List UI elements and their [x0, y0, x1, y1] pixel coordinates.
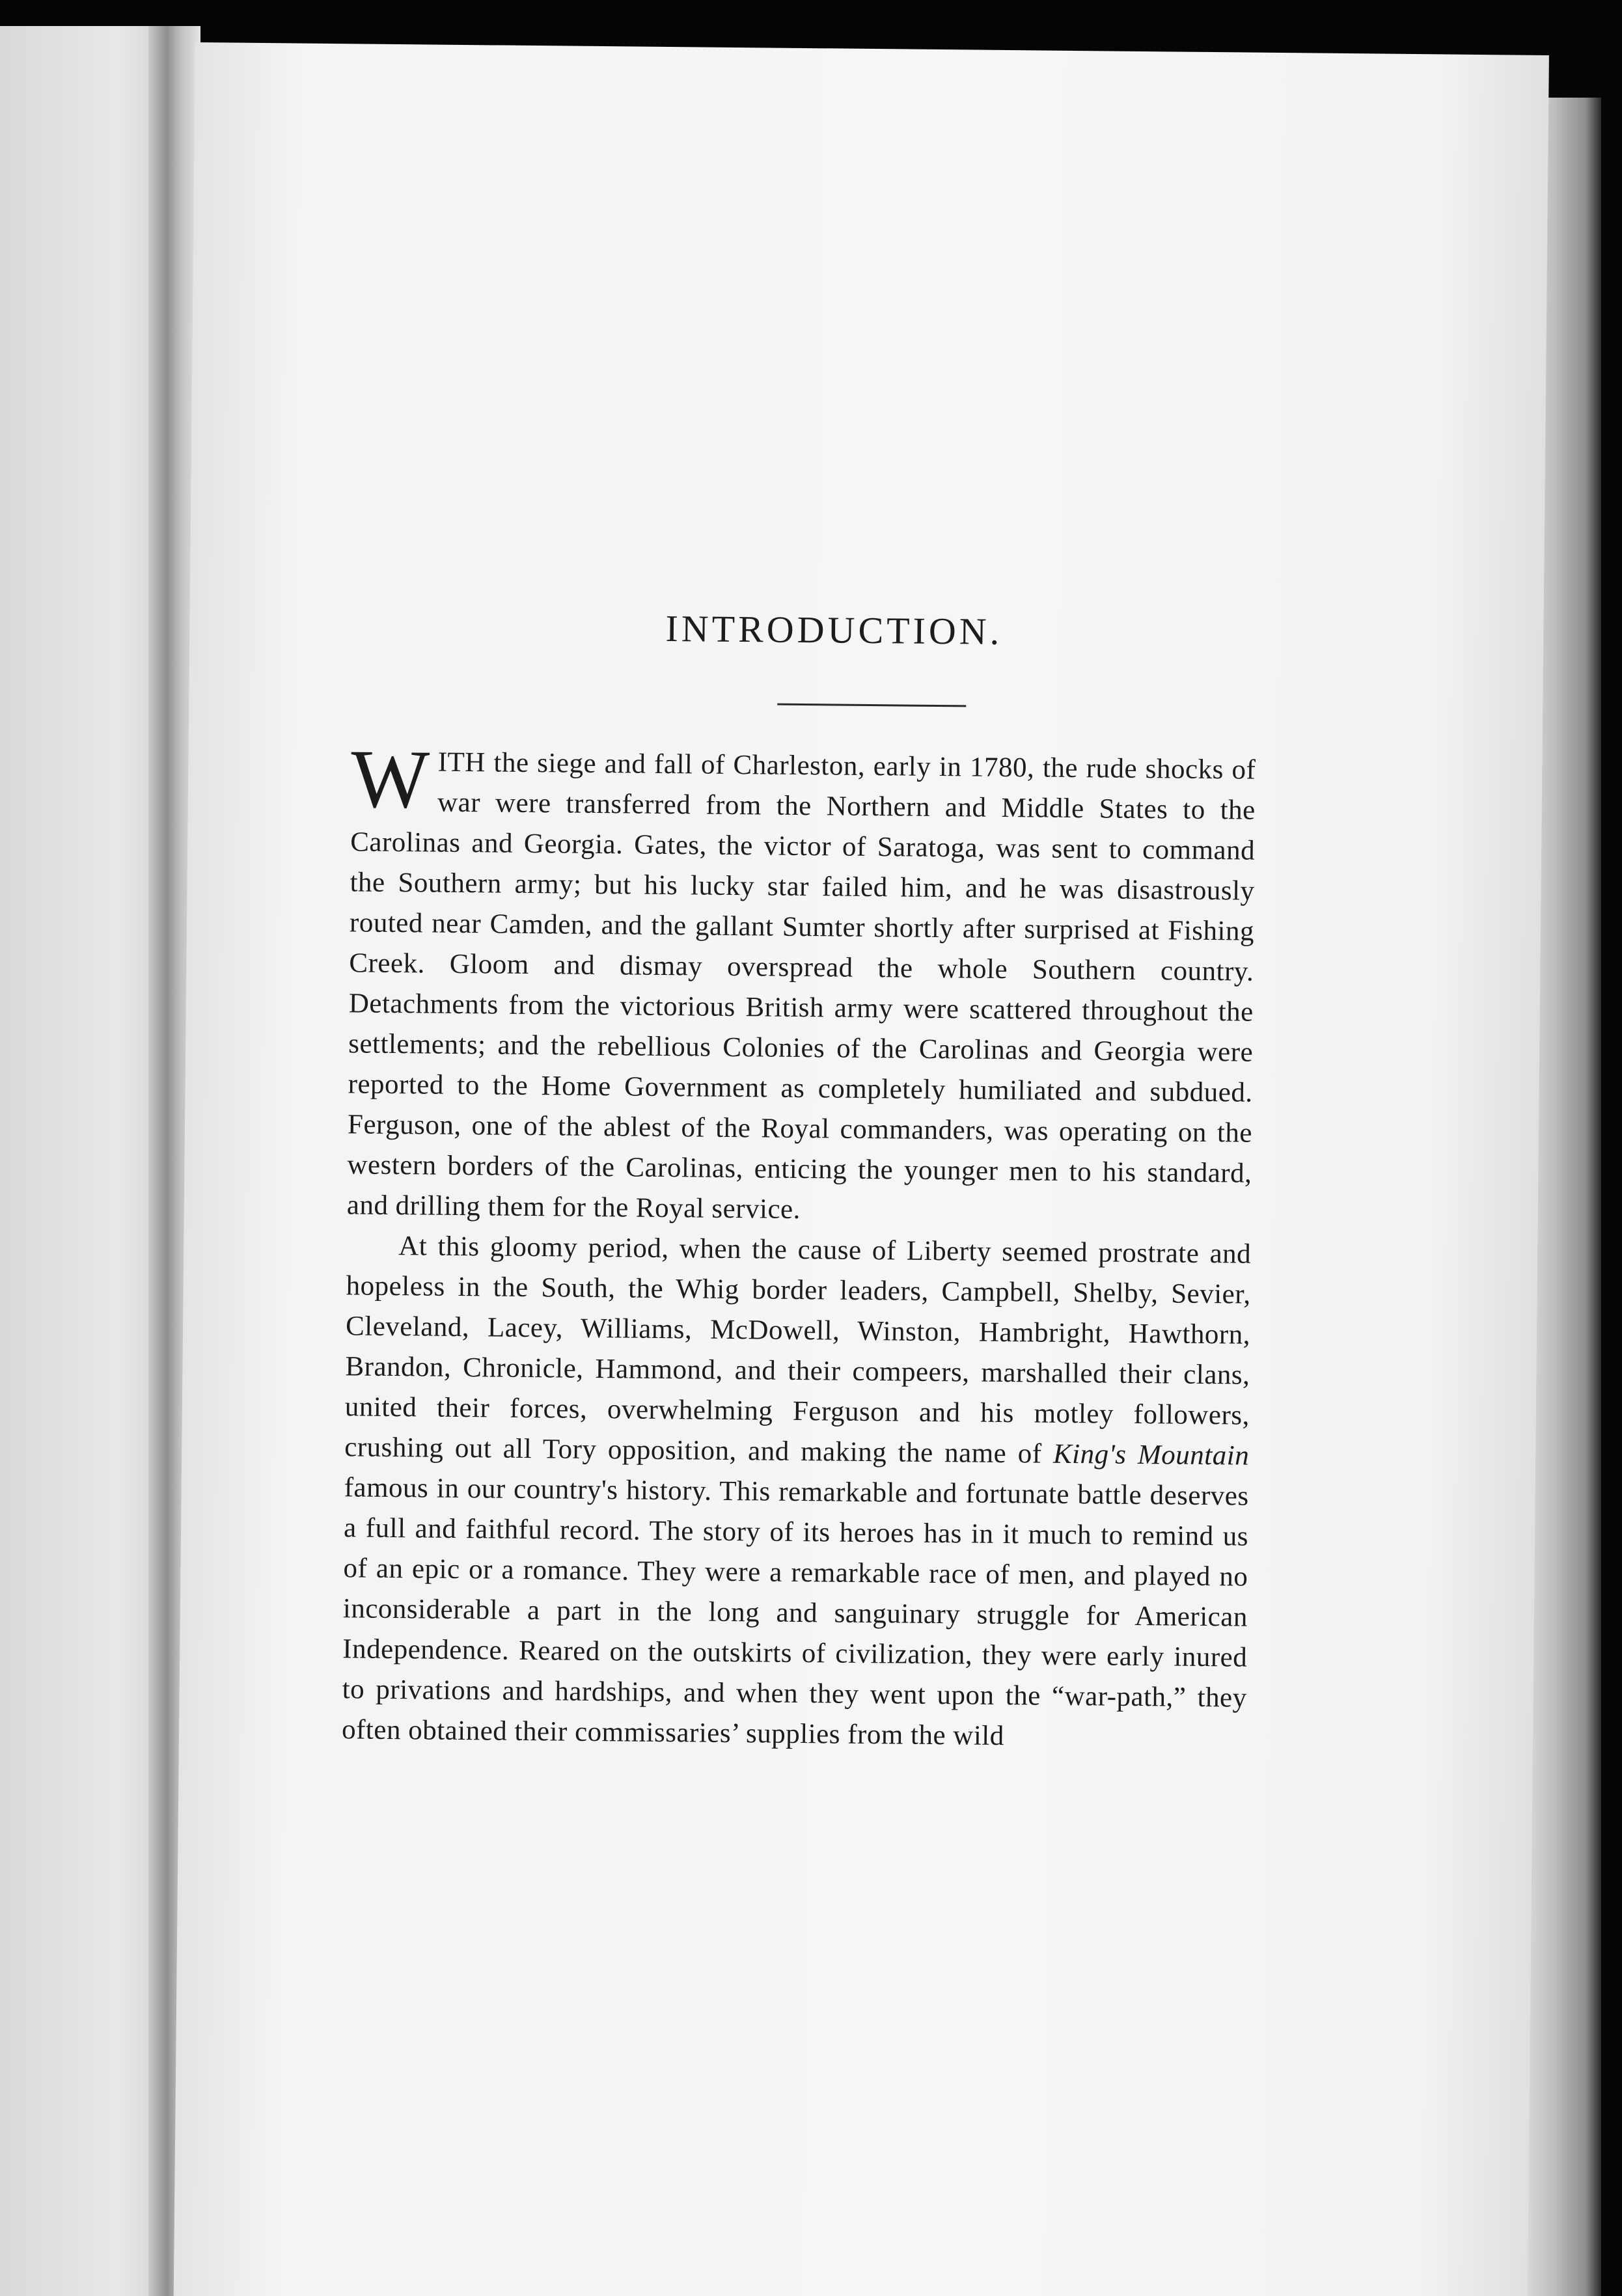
paragraph-1	[346, 732, 1256, 1234]
paragraph-2-italic: King's Mountain	[1052, 1438, 1250, 1471]
chapter-heading: INTRODUCTION.	[665, 607, 1003, 653]
body-text	[341, 732, 1256, 1758]
paragraph-2-text-b: famous in our country's history. This remarkable and fortunate battle deserves a full and faithful record. The story of its heroes has in it much to remind us of an epic or a romance. They were a remarkable race of men, and played no inconsiderable a part in the long and sanguinary struggle for American Independence. Reared on the outskirts of civilization, they were early inured to privations and hardships, and when they went upon the “war-path,” they often obtained their commissaries’ supplies from the wild	[341, 1472, 1249, 1752]
heading-rule	[777, 704, 966, 707]
paragraph-2	[342, 1225, 1252, 1758]
paragraph-2-text-a: At this gloomy period, when the cause of Liberty seemed prostrate and hopeless in the South, the Whig border leaders, Campbell, Shelby, Sevier, Cleveland, Lacey, Williams, McDowell, Winston, Hambright, Hawthorn, Brandon, Chronicle, Hammond, and their compeers, marshalled their clans, united their forces, overwhelming Ferguson and his motley followers, crushing out all Tory opposition, and making the name of	[344, 1231, 1252, 1469]
drop-cap: W	[350, 732, 431, 826]
page-content	[342, 603, 1258, 1758]
book-page	[174, 42, 1549, 2296]
paragraph-1-text: ITH the siege and fall of Charleston, early in 1780, the rude shocks of war were transferred from the Northern and Middle States to the Carolinas and Georgia. Gates, the victor of Saratoga, was sent to command the Southern army; but his lucky star failed him, and he was disastrously routed near Camden, and the gallant Sumter shortly after surprised at Fishing Creek. Gloom and dismay overspread the whole Southern country. Detachments from the victorious British army were scattered throughout the settlements; and the rebellious Colonies of the Carolinas and Georgia were reported to the Home Government as completely humiliated and subdued. Ferguson, one of the ablest of the Royal commanders, was operating on the western borders of the Carolinas, enticing the younger men to his standard, and drilling them for the Royal service.	[346, 746, 1256, 1225]
